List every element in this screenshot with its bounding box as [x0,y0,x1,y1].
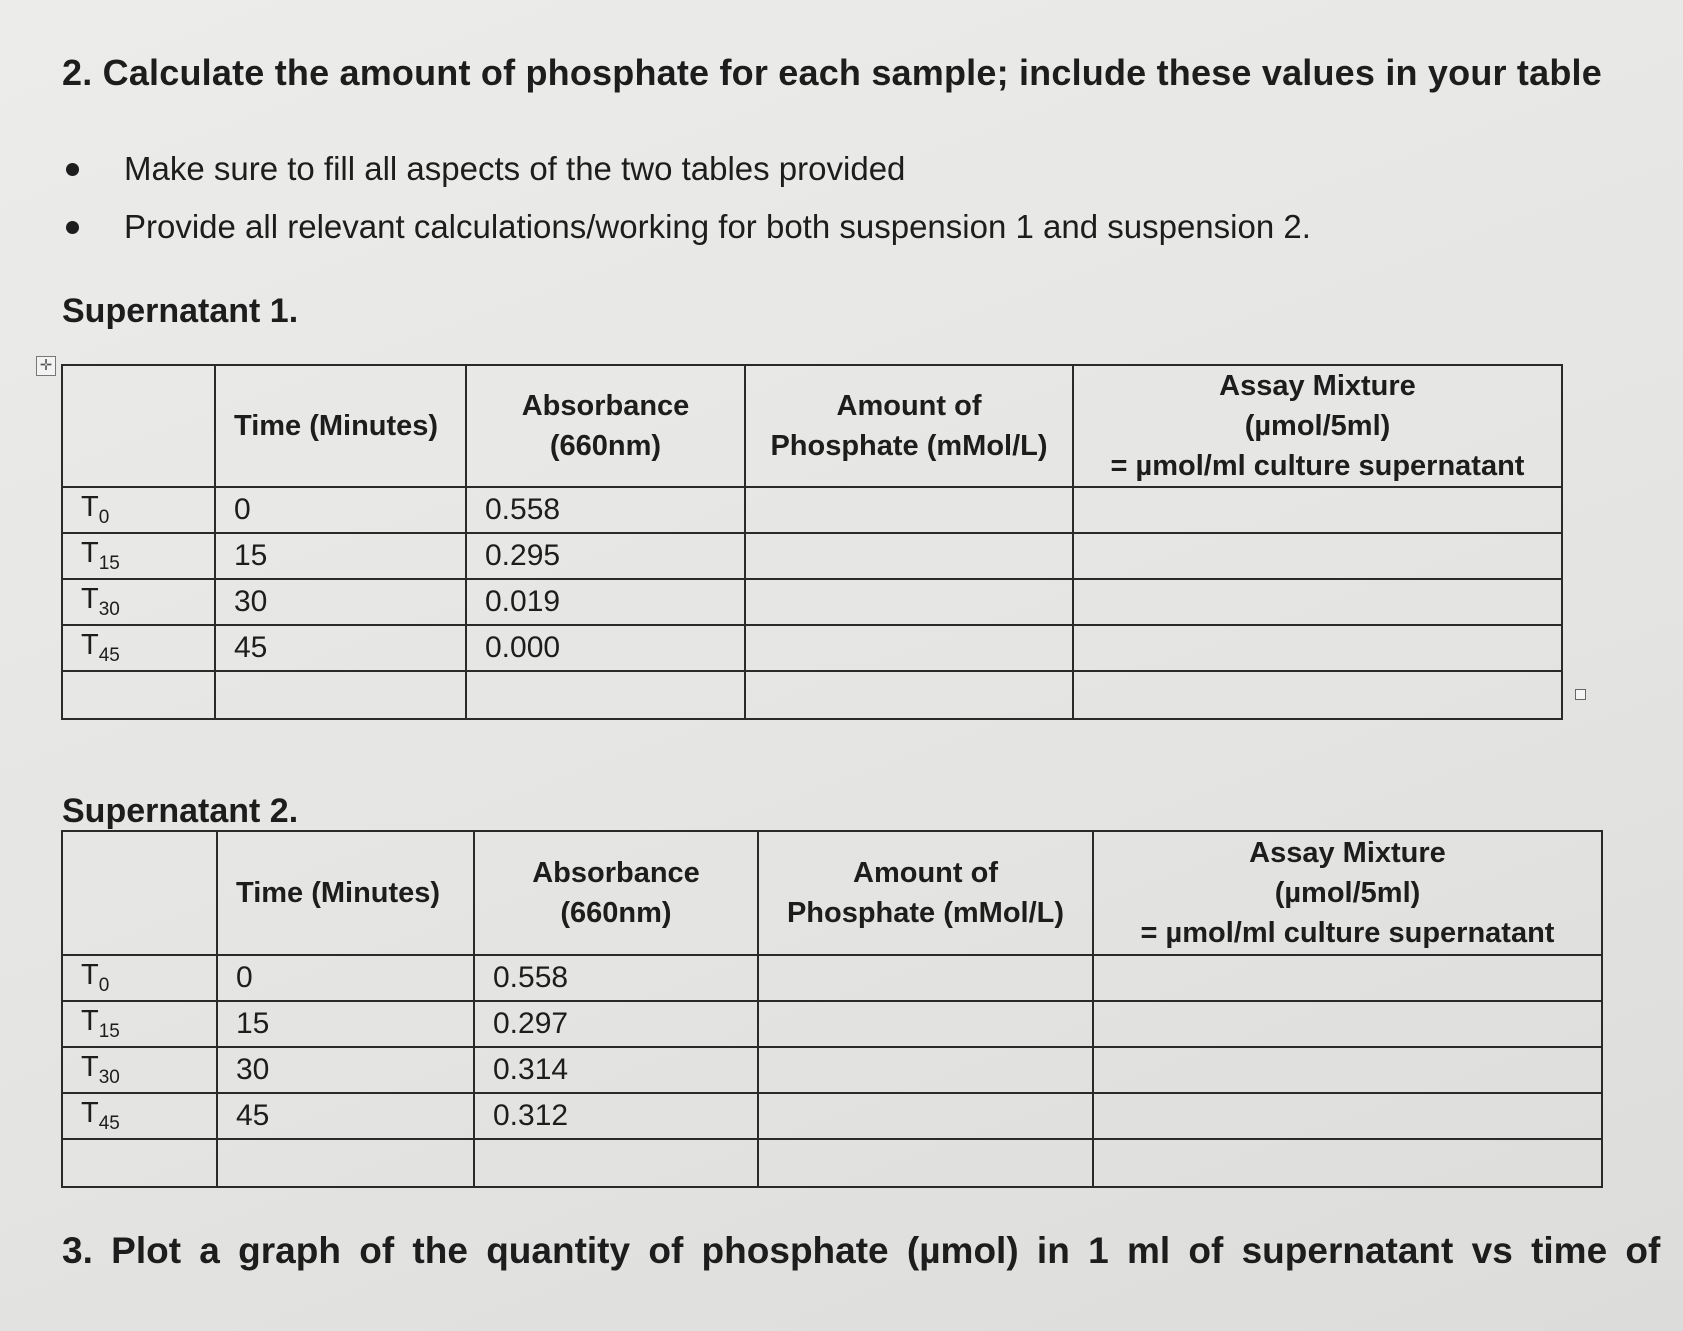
time-point-label: $T_{15}$ [62,1001,217,1047]
supernatant-1-table [61,364,1563,720]
assay-cell[interactable] [1073,487,1562,533]
time-point-label: $T_{45}$ [62,1093,217,1139]
instruction-item: Provide all relevant calculations/working for both suspension 1 and suspension 2. [62,198,1311,256]
label-header [62,365,215,487]
time-point-label: $T_{30}$ [62,579,215,625]
absorbance-cell[interactable]: 0.558 [466,487,745,533]
time-cell[interactable]: 15 [217,1001,474,1047]
empty-cell[interactable] [466,671,745,719]
absorbance-header-line1: Absorbance [532,857,700,889]
assay-cell[interactable] [1073,579,1562,625]
phosphate-header-line2: Phosphate (mMol/L) [770,430,1048,462]
phosphate-header-line1: Amount of [853,857,998,889]
empty-cell[interactable] [215,671,466,719]
move-cross-icon[interactable]: ✛ [36,356,56,376]
table-row [62,487,1562,533]
assay-header [1093,831,1602,955]
time-point-label: $T_{45}$ [62,625,215,671]
time-cell[interactable]: 15 [215,533,466,579]
phosphate-cell[interactable] [745,625,1073,671]
assay-header-line3: = µmol/ml culture supernatant [1140,917,1555,949]
phosphate-header [758,831,1093,955]
table-row [62,625,1562,671]
absorbance-header [466,365,745,487]
absorbance-cell[interactable]: 0.295 [466,533,745,579]
table-row [62,579,1562,625]
assay-cell[interactable] [1093,1093,1602,1139]
empty-cell[interactable] [474,1139,758,1187]
time-cell[interactable]: 0 [215,487,466,533]
time-cell[interactable]: 30 [215,579,466,625]
table-row [62,533,1562,579]
assay-header-line3: = µmol/ml culture supernatant [1110,450,1525,482]
assay-cell[interactable] [1073,625,1562,671]
time-cell[interactable]: 45 [215,625,466,671]
table-row [62,955,1602,1001]
phosphate-cell[interactable] [745,579,1073,625]
phosphate-cell[interactable] [745,487,1073,533]
table-header-row [62,365,1562,487]
resize-square-icon[interactable] [1575,689,1586,700]
table-row [62,1093,1602,1139]
table-row [62,1047,1602,1093]
assay-cell[interactable] [1093,955,1602,1001]
absorbance-cell[interactable]: 0.312 [474,1093,758,1139]
label-header [62,831,217,955]
empty-cell[interactable] [62,671,215,719]
supernatant-2-table [61,830,1603,1188]
supernatant-1-title: Supernatant 1. [62,292,299,330]
assay-header-line2: (µmol/5ml) [1244,410,1391,442]
empty-cell[interactable] [758,1139,1093,1187]
absorbance-cell[interactable]: 0.297 [474,1001,758,1047]
absorbance-header-line1: Absorbance [521,390,690,422]
absorbance-header [474,831,758,955]
supernatant-2-title: Supernatant 2. [62,792,299,830]
instruction-item: Make sure to fill all aspects of the two tables provided [62,140,1311,198]
phosphate-cell[interactable] [758,1047,1093,1093]
table-header-row [62,831,1602,955]
assay-cell[interactable] [1073,533,1562,579]
table-row-empty [62,1139,1602,1187]
empty-cell[interactable] [1093,1139,1602,1187]
assay-header-line2: (µmol/5ml) [1274,877,1421,909]
assay-header-line1: Assay Mixture [1219,370,1416,402]
empty-cell[interactable] [62,1139,217,1187]
absorbance-cell[interactable]: 0.019 [466,579,745,625]
absorbance-cell[interactable]: 0.558 [474,955,758,1001]
time-cell[interactable]: 0 [217,955,474,1001]
question-2-heading: 2. Calculate the amount of phosphate for each sample; include these values in your table [62,52,1602,93]
time-cell[interactable]: 45 [217,1093,474,1139]
table-row-empty [62,671,1562,719]
absorbance-cell[interactable]: 0.314 [474,1047,758,1093]
time-point-label: $T_0$ [62,487,215,533]
assay-cell[interactable] [1093,1047,1602,1093]
time-point-label: $T_0$ [62,955,217,1001]
phosphate-cell[interactable] [745,533,1073,579]
phosphate-cell[interactable] [758,1093,1093,1139]
phosphate-header-line1: Amount of [836,390,982,422]
absorbance-header-line2: (660nm) [549,430,662,462]
assay-header-line1: Assay Mixture [1249,837,1446,869]
table-row [62,1001,1602,1047]
assay-header [1073,365,1562,487]
absorbance-header-line2: (660nm) [560,897,672,929]
time-header: Time (Minutes) [215,365,466,487]
time-cell[interactable]: 30 [217,1047,474,1093]
time-point-label: $T_{15}$ [62,533,215,579]
phosphate-header [745,365,1073,487]
phosphate-cell[interactable] [758,1001,1093,1047]
time-point-label: $T_{30}$ [62,1047,217,1093]
empty-cell[interactable] [745,671,1073,719]
instruction-list [62,140,1311,256]
absorbance-cell[interactable]: 0.000 [466,625,745,671]
time-header: Time (Minutes) [217,831,474,955]
question-3-heading: 3. Plot a graph of the quantity of phosphate (µmol) in 1 ml of supernatant vs time of [62,1230,1661,1271]
phosphate-cell[interactable] [758,955,1093,1001]
phosphate-header-line2: Phosphate (mMol/L) [786,897,1065,929]
empty-cell[interactable] [217,1139,474,1187]
empty-cell[interactable] [1073,671,1562,719]
assay-cell[interactable] [1093,1001,1602,1047]
